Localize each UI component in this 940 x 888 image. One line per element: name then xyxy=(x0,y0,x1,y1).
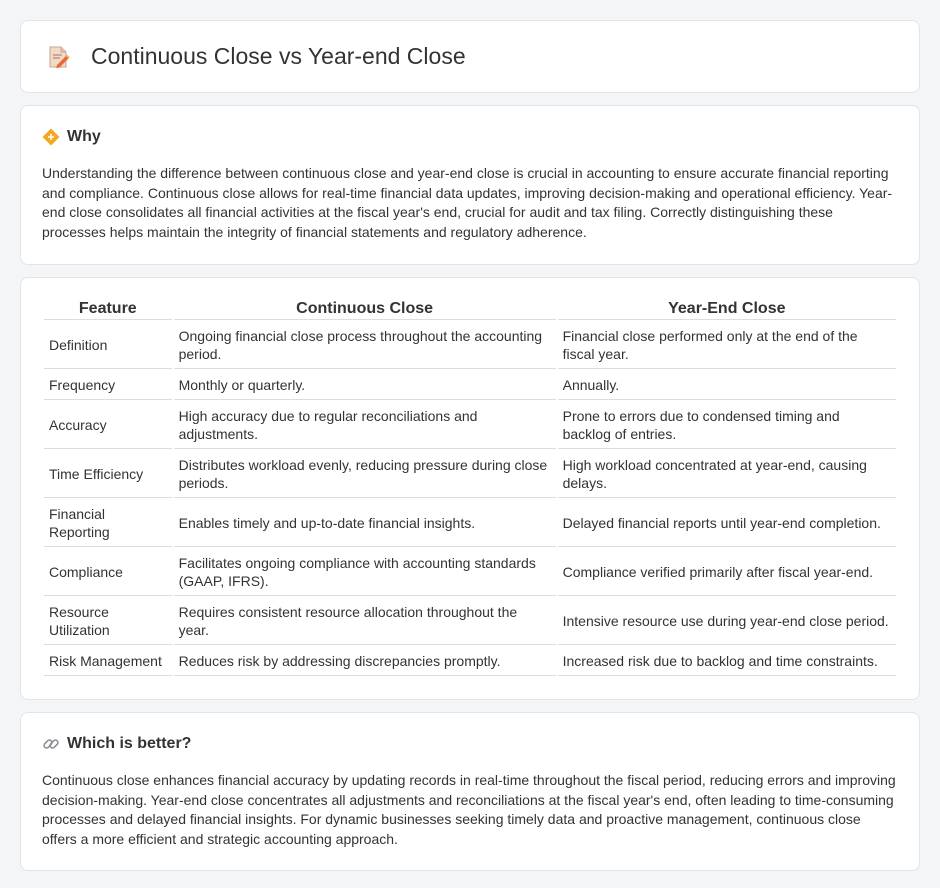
table-header-row xyxy=(44,300,896,320)
comparison-table xyxy=(42,298,898,678)
why-heading: Why xyxy=(67,128,101,145)
table-row xyxy=(44,371,896,400)
year-end-cell: Compliance verified primarily after fiscal year-end. xyxy=(558,549,896,596)
feature-cell: Resource Utilization xyxy=(44,598,172,645)
feature-cell: Risk Management xyxy=(44,647,172,676)
page-title: Continuous Close vs Year-end Close xyxy=(91,43,466,69)
continuous-cell: Requires consistent resource allocation throughout the year. xyxy=(174,598,556,645)
which-is-better-heading: Which is better? xyxy=(67,735,192,752)
diamond-arrows-icon xyxy=(42,128,60,146)
header-feature: Feature xyxy=(44,300,172,320)
year-end-cell: Annually. xyxy=(558,371,896,400)
continuous-cell: Enables timely and up-to-date financial insights. xyxy=(174,500,556,547)
table-row xyxy=(44,322,896,369)
feature-cell: Financial Reporting xyxy=(44,500,172,547)
continuous-cell: Ongoing financial close process throughout the accounting period. xyxy=(174,322,556,369)
feature-cell: Compliance xyxy=(44,549,172,596)
comparison-table-card xyxy=(20,277,920,700)
continuous-cell: Facilitates ongoing compliance with accounting standards (GAAP, IFRS). xyxy=(174,549,556,596)
year-end-cell: Prone to errors due to condensed timing and backlog of entries. xyxy=(558,402,896,449)
continuous-cell: High accuracy due to regular reconciliations and adjustments. xyxy=(174,402,556,449)
year-end-cell: Delayed financial reports until year-end completion. xyxy=(558,500,896,547)
year-end-cell: Intensive resource use during year-end close period. xyxy=(558,598,896,645)
document-pencil-icon xyxy=(45,44,71,70)
why-text: Understanding the difference between continuous close and year-end close is crucial in accounting to ensure accurate financial reporting and compliance. Continuous close allows for real-time financial data updates, improving decision-making and operational efficiency. Year-end close consolidates all financial activities at the fiscal year's end, crucial for audit and tax filing. Correctly distinguishing these processes helps maintain the integrity of financial statements and regulatory adherence. xyxy=(42,165,893,240)
year-end-cell: High workload concentrated at year-end, causing delays. xyxy=(558,451,896,498)
table-row xyxy=(44,402,896,449)
continuous-cell: Monthly or quarterly. xyxy=(174,371,556,400)
link-icon xyxy=(42,735,60,753)
year-end-cell: Financial close performed only at the end of the fiscal year. xyxy=(558,322,896,369)
continuous-cell: Reduces risk by addressing discrepancies promptly. xyxy=(174,647,556,676)
continuous-cell: Distributes workload evenly, reducing pressure during close periods. xyxy=(174,451,556,498)
feature-cell: Time Efficiency xyxy=(44,451,172,498)
table-row xyxy=(44,647,896,676)
table-row xyxy=(44,451,896,498)
why-section xyxy=(20,105,920,265)
year-end-cell: Increased risk due to backlog and time constraints. xyxy=(558,647,896,676)
table-row xyxy=(44,500,896,547)
feature-cell: Accuracy xyxy=(44,402,172,449)
feature-cell: Definition xyxy=(44,322,172,369)
header-continuous-close: Continuous Close xyxy=(174,300,556,320)
table-row xyxy=(44,549,896,596)
title-card xyxy=(20,20,920,93)
feature-cell: Frequency xyxy=(44,371,172,400)
which-is-better-section xyxy=(20,712,920,871)
header-year-end-close: Year-End Close xyxy=(558,300,896,320)
which-is-better-text: Continuous close enhances financial accuracy by updating records in real-time throughout the fiscal period, reducing errors and improving decision-making. Year-end close concentrates all adjustments and reconciliations at the fiscal year's end, often leading to time-consuming processes and delayed financial insights. For dynamic businesses seeking timely data and proactive management, continuous close offers a more efficient and strategic accounting approach. xyxy=(42,772,896,847)
table-row xyxy=(44,598,896,645)
